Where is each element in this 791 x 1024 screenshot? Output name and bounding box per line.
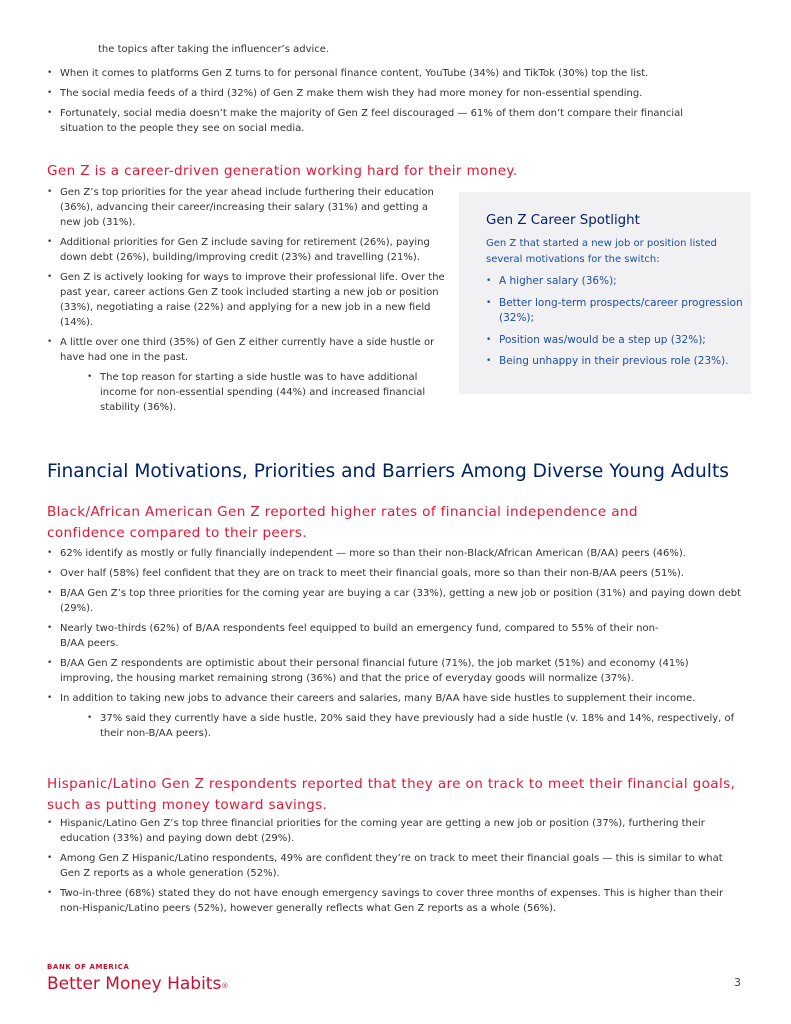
list-item: • When it comes to platforms Gen Z turns to for personal finance content, YouTube (34%) and TikTok (30%) top the list. [47,66,727,81]
list-item: • A little over one third (35%) of Gen Z either currently have a side hustle or have had one in the past. [47,335,447,365]
list-item: • Additional priorities for Gen Z include saving for retirement (26%), paying down debt (26%), building/improving credit (23%) and travelling (21%). [47,235,447,265]
list-item: • Gen Z’s top priorities for the year ahead include furthering their education (36%), advancing their career/increasing their salary (31%) and getting a new job (31%). [47,185,447,230]
section-heading-hispanic: Hispanic/Latino Gen Z respondents reported that they are on track to meet their financial goals, such as putting money toward savings. [47,776,736,813]
spotlight-item: • Better long-term prospects/career progression (32%); [486,296,746,327]
better-money-habits-logo [47,973,228,995]
career-spotlight-panel [459,192,751,394]
section-heading-baa: Black/African American Gen Z reported higher rates of financial independence and confidence compared to their peers. [47,504,638,541]
list-item: • The social media feeds of a third (32%) of Gen Z make them wish they had more money for non-essential spending. [47,86,727,101]
list-item: • B/AA Gen Z’s top three priorities for the coming year are buying a car (33%), getting a new job or position (31%) and paying down debt (29%). [47,586,745,616]
spotlight-intro: Gen Z that started a new job or position listed several motivations for the switch: [486,238,717,265]
sub-list-item: • The top reason for starting a side hustle was to have additional income for non-essential spending (44%) and increased financial stability (36%). [87,370,450,415]
spotlight-list [486,274,746,376]
section-title-diverse: Financial Motivations, Priorities and Barriers Among Diverse Young Adults [47,461,729,482]
registered-mark: ® [221,982,229,990]
list-item: • In addition to taking new jobs to advance their careers and salaries, many B/AA have side hustles to supplement their income. [47,691,745,706]
list-item: • Gen Z is actively looking for ways to improve their professional life. Over the past year, career actions Gen Z took included starting a new job or position (33%), negotiating a raise (22%) and applying for a new job in a new field (14%). [47,270,447,330]
list-item: • Two-in-three (68%) stated they do not have enough emergency savings to cover three months of expenses. This is higher than their non-Hispanic/Latino peers (52%), however generally reflects what Gen Z reports as a whole (56%). [47,886,745,916]
sub-list-item: • 37% said they currently have a side hustle, 20% said they have previously had a side hustle (v. 18% and 14%, respectively, of their non-B/AA peers). [87,711,745,741]
hispanic-bullet-list [47,816,745,921]
list-item: • Nearly two-thirds (62%) of B/AA respondents feel equipped to build an emergency fund, compared to 55% of their non-B/AA peers. [47,621,660,651]
section-heading-career: Gen Z is a career-driven generation working hard for their money. [47,163,518,179]
brand-name: Better Money Habits [47,974,222,994]
list-item: • Over half (58%) feel confident that they are on track to meet their financial goals, more so than their non-B/AA peers (51%). [47,566,745,581]
baa-bullet-list [47,546,745,746]
spotlight-item: • Position was/would be a step up (32%); [486,333,746,349]
spotlight-item: • A higher salary (36%); [486,274,746,290]
page-number: 3 [734,976,741,989]
continued-text: the topics after taking the influencer’s advice. [98,44,330,55]
list-item: • 62% identify as mostly or fully financially independent — more so than their non-Black/African American (B/AA) peers (46%). [47,546,745,561]
list-item: • Fortunately, social media doesn’t make the majority of Gen Z feel discouraged — 61% of them don’t compare their financial situation to the people they see on social media. [47,106,727,136]
bank-of-america-wordmark: BANK OF AMERICA [47,963,130,971]
spotlight-item: • Being unhappy in their previous role (23%). [486,354,746,370]
spotlight-title: Gen Z Career Spotlight [486,213,640,228]
career-bullet-list [47,185,447,420]
list-item: • B/AA Gen Z respondents are optimistic about their personal financial future (71%), the job market (51%) and economy (41%) improving, the housing market remaining strong (36%) and that the price of everyday goods will normalize (37%). [47,656,745,686]
list-item: • Among Gen Z Hispanic/Latino respondents, 49% are confident they’re on track to meet their financial goals — this is similar to what Gen Z reports as a whole generation (52%). [47,851,745,881]
intro-bullet-list [47,66,727,141]
list-item: • Hispanic/Latino Gen Z’s top three financial priorities for the coming year are getting a new job or position (37%), furthering their education (33%) and paying down debt (29%). [47,816,745,846]
